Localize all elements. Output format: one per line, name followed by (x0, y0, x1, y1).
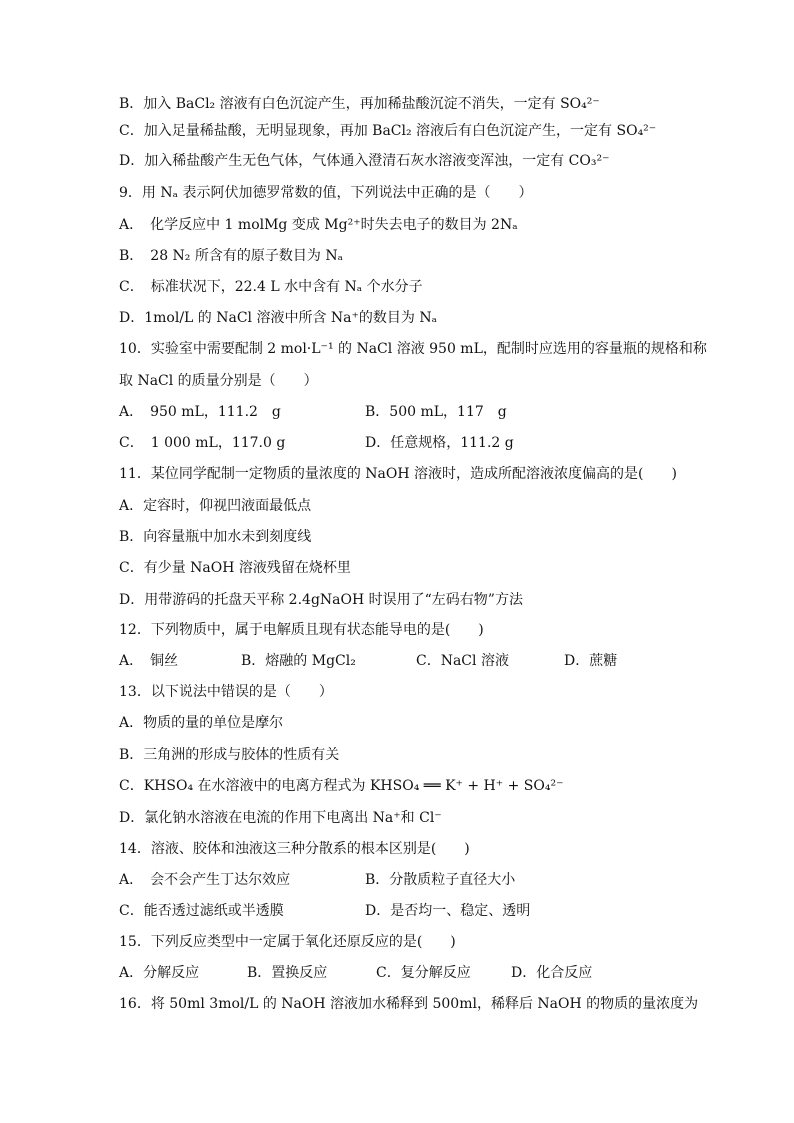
q12-option-b: B．熔融的 MgCl₂ (241, 653, 356, 669)
q10-option-d: D．任意规格，111.2 g (365, 435, 514, 451)
q9-option-b: B． 28 N₂ 所含有的原子数目为 Nₐ (119, 248, 343, 264)
q14-option-b: B．分散质粒子直径大小 (365, 872, 516, 888)
q12-option-c: C．NaCl 溶液 (416, 653, 509, 669)
q12-option-a: A． 铜丝 (119, 653, 179, 669)
q8-option-d: D．加入稀盐酸产生无色气体，气体通入澄清石灰水溶液变浑浊，一定有 CO₃²⁻ (119, 153, 610, 169)
q11-option-a: A．定容时，仰视凹液面最低点 (119, 498, 312, 514)
q13-option-d: D．氯化钠水溶液在电流的作用下电离出 Na⁺和 Cl⁻ (119, 810, 442, 826)
q10-stem-line2: 取 NaCl 的质量分别是（ ） (119, 373, 318, 389)
q11-stem: 11．某位同学配制一定物质的量浓度的 NaOH 溶液时，造成所配溶液浓度偏高的是( ) (119, 466, 677, 482)
q10-option-b: B．500 mL，117 g (365, 404, 507, 420)
q14-stem: 14．溶液、胶体和浊液这三种分散系的根本区别是( ) (119, 841, 470, 857)
q11-option-b: B．向容量瓶中加水未到刻度线 (119, 529, 312, 545)
q14-option-d: D．是否均一、稳定、透明 (365, 903, 531, 919)
q15-stem: 15．下列反应类型中一定属于氧化还原反应的是( ) (119, 934, 456, 950)
q8-option-b: B．加入 BaCl₂ 溶液有白色沉淀产生，再加稀盐酸沉淀不消失，一定有 SO₄²⁻ (119, 96, 600, 112)
q14-option-a: A． 会不会产生丁达尔效应 (119, 872, 291, 888)
q13-stem: 13．以下说法中错误的是（ ） (119, 684, 333, 700)
q9-option-d: D．1mol/L 的 NaCl 溶液中所含 Na⁺的数目为 Nₐ (119, 310, 438, 326)
q10-stem-line1: 10．实验室中需要配制 2 mol·L⁻¹ 的 NaCl 溶液 950 mL，配制时应选用的容量瓶的规格和称 (119, 341, 707, 357)
q12-stem: 12．下列物质中，属于电解质且现有状态能导电的是( ) (119, 622, 484, 638)
q13-option-b: B．三角洲的形成与胶体的性质有关 (119, 747, 340, 763)
q12-option-d: D．蔗糖 (564, 653, 618, 669)
q13-option-c: C．KHSO₄ 在水溶液中的电离方程式为 KHSO₄ ══ K⁺ + H⁺ + SO₄²⁻ (119, 778, 564, 794)
q9-option-a: A． 化学反应中 1 molMg 变成 Mg²⁺时失去电子的数目为 2Nₐ (119, 217, 518, 233)
q8-option-c: C．加入足量稀盐酸，无明显现象，再加 BaCl₂ 溶液后有白色沉淀产生，一定有 SO₄²⁻ (119, 123, 657, 139)
q16-stem: 16．将 50ml 3mol/L 的 NaOH 溶液加水稀释到 500ml，稀释后 NaOH 的物质的量浓度为 (119, 996, 699, 1012)
q15-option-a: A．分解反应 (119, 965, 200, 981)
q11-option-c: C．有少量 NaOH 溶液残留在烧杯里 (119, 560, 351, 576)
q9-stem: 9．用 Nₐ 表示阿伏加德罗常数的值，下列说法中正确的是（ ） (119, 185, 533, 201)
q11-option-d: D．用带游码的托盘天平称 2.4gNaOH 时误用了“左码右物”方法 (119, 592, 523, 608)
q15-option-c: C．复分解反应 (376, 965, 471, 981)
q9-option-c: C． 标准状况下，22.4 L 水中含有 Nₐ 个水分子 (119, 279, 423, 295)
q10-option-c: C． 1 000 mL，117.0 g (119, 435, 286, 451)
q10-option-a: A． 950 mL，111.2 g (119, 404, 281, 420)
q15-option-b: B．置换反应 (247, 965, 328, 981)
q15-option-d: D．化合反应 (511, 965, 593, 981)
q14-option-c: C．能否透过滤纸或半透膜 (119, 903, 284, 919)
q13-option-a: A．物质的量的单位是摩尔 (119, 715, 284, 731)
